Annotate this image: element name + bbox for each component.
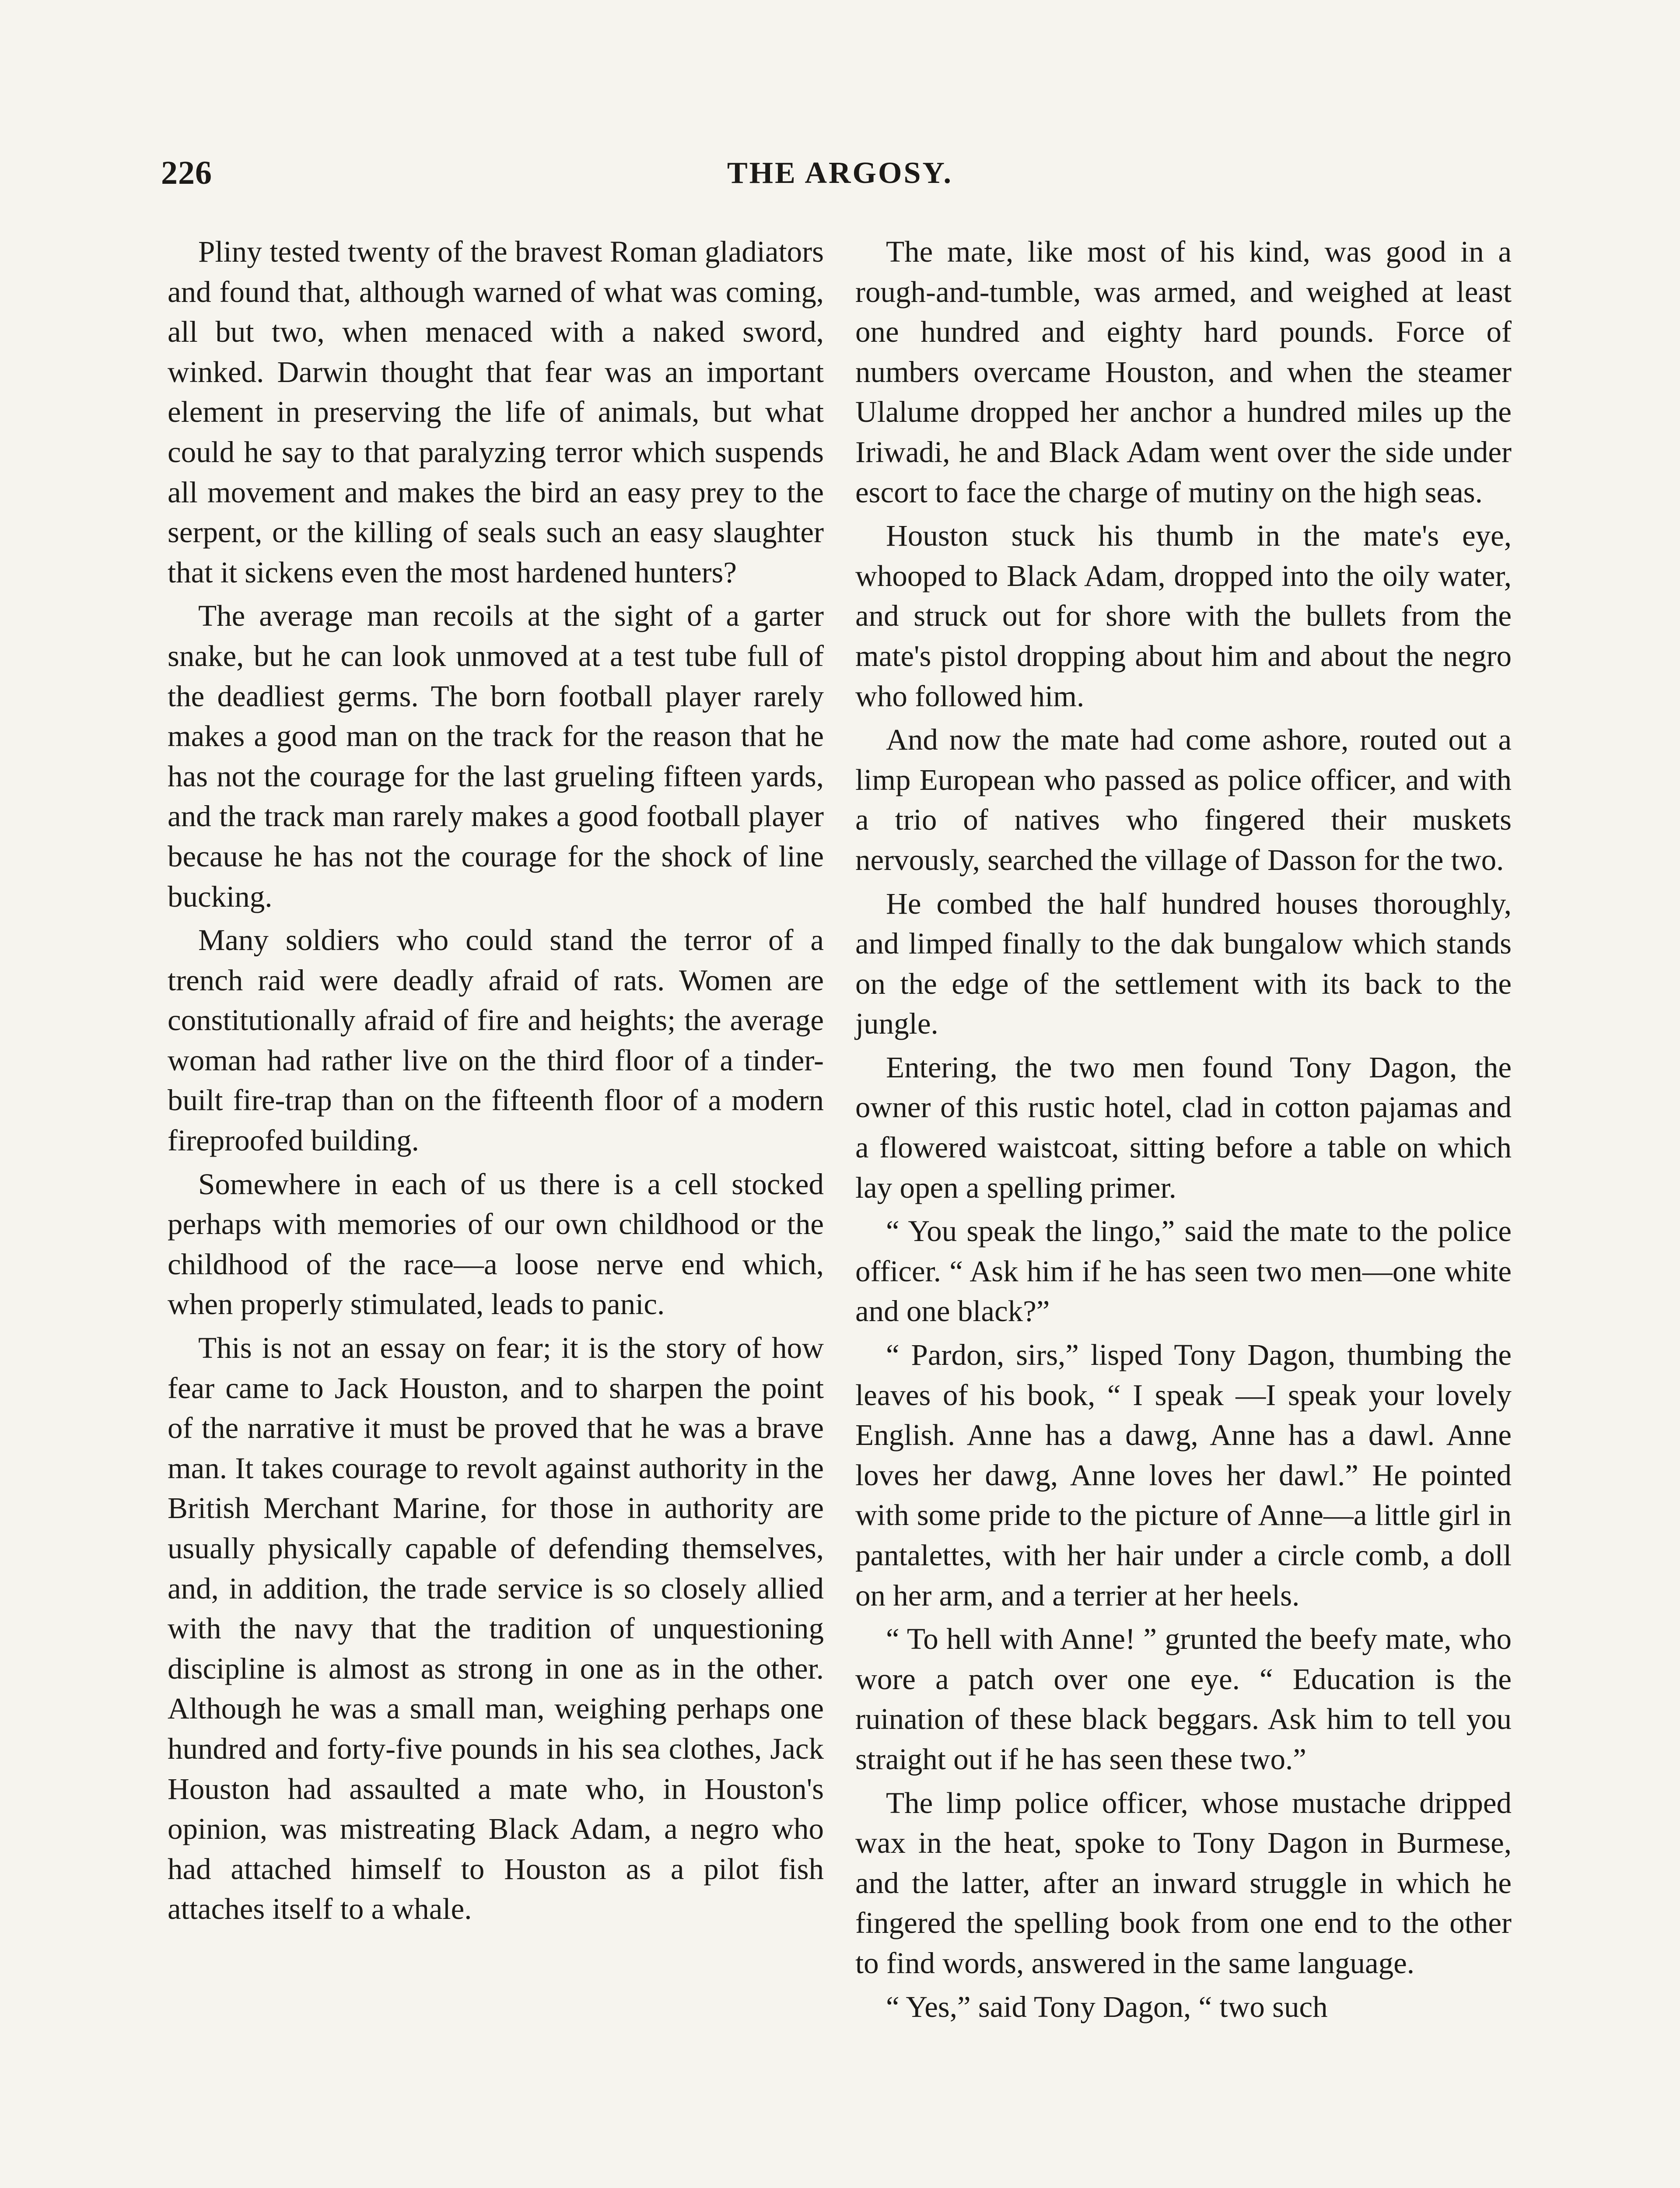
paragraph: The average man recoils at the sight of a garter snake, but he can look unmoved at a test tube full of the deadliest germs. The born football player rarely makes a good man on the track for the reason that he has not the courage for the last grueling fifteen yards, and the track man rarely makes a good football player because he has not the courage for the shock of line bucking. [168, 599, 824, 913]
paragraph: Pliny tested twenty of the bravest Roman gladiators and found that, although warned of what was coming, all but two, when menaced with a naked sword, winked. Darwin thought that fear was an important element in preserving the life of animals, but what could he say to that paralyzing terror which suspends all movement and makes the bird an easy prey to the serpent, or the killing of seals such an easy slaughter that it sickens even the most hardened hunters? [168, 235, 824, 589]
left-column [168, 232, 824, 1933]
page-number: 226 [161, 154, 212, 191]
paragraph: “ You speak the lingo,” said the mate to the police officer. “ Ask him if he has seen two men—one white and one black?” [855, 1214, 1512, 1328]
running-head: THE ARGOSY. [727, 156, 953, 190]
right-column [855, 232, 1512, 2030]
paragraph: Houston stuck his thumb in the mate's eye, whooped to Black Adam, dropped into the oily water, and struck out for shore with the bullets from the mate's pistol dropping about him and about the negro who followed him. [855, 519, 1512, 713]
paragraph: He combed the half hundred houses thoroughly, and limped finally to the dak bungalow which stands on the edge of the settlement with its back to the jungle. [855, 887, 1512, 1041]
paragraph: “ Pardon, sirs,” lisped Tony Dagon, thumbing the leaves of his book, “ I speak —I speak your lovely English. Anne has a dawg, Anne has a dawl. Anne loves her dawg, Anne loves her dawl.” He pointed with some pride to the picture of Anne—a little girl in pantalettes, with her hair under a circle comb, a doll on her arm, and a terrier at her heels. [855, 1338, 1512, 1612]
paragraph: And now the mate had come ashore, routed out a limp European who passed as police officer, and with a trio of natives who fingered their muskets nervously, searched the village of Dasson for the two. [855, 723, 1512, 877]
paragraph: The limp police officer, whose mustache dripped wax in the heat, spoke to Tony Dagon in Burmese, and the latter, after an inward struggle in which he fingered the spelling book from one end to the other to find words, answered in the same language. [855, 1786, 1512, 1980]
paragraph: “ To hell with Anne! ” grunted the beefy mate, who wore a patch over one eye. “ Education is the ruination of these black beggars. Ask him to tell you straight out if he has seen these two.” [855, 1622, 1512, 1776]
paragraph: The mate, like most of his kind, was good in a rough-and-tumble, was armed, and weighed at least one hundred and eighty hard pounds. Force of numbers overcame Houston, and when the steamer Ulalume dropped her anchor a hundred miles up the Iriwadi, he and Black Adam went over the side under escort to face the charge of mutiny on the high seas. [855, 235, 1512, 509]
paragraph: Many soldiers who could stand the terror of a trench raid were deadly afraid of rats. Women are constitutionally afraid of fire and heights; the average woman had rather live on the third floor of a tinder-built fire-trap than on the fifteenth floor of a modern fireproofed building. [168, 923, 824, 1157]
paragraph: Entering, the two men found Tony Dagon, the owner of this rustic hotel, clad in cotton pajamas and a flowered waistcoat, sitting before a table on which lay open a spelling primer. [855, 1050, 1512, 1204]
paragraph: Somewhere in each of us there is a cell stocked perhaps with memories of our own childhood or the childhood of the race—a loose nerve end which, when properly stimulated, leads to panic. [168, 1167, 824, 1321]
paragraph: This is not an essay on fear; it is the story of how fear came to Jack Houston, and to sharpen the point of the narrative it must be proved that he was a brave man. It takes courage to revolt against authority in the British Merchant Marine, for those in authority are usually physically capable of defending themselves, and, in addition, the trade service is so closely allied with the navy that the tradition of unquestioning discipline is almost as strong in one as in the other. Although he was a small man, weighing perhaps one hundred and forty-five pounds in his sea clothes, Jack Houston had assaulted a mate who, in Houston's opinion, was mistreating Black Adam, a negro who had attached himself to Houston as a pilot fish attaches itself to a whale. [168, 1331, 824, 1926]
paragraph: “ Yes,” said Tony Dagon, “ two such [886, 1990, 1328, 2023]
